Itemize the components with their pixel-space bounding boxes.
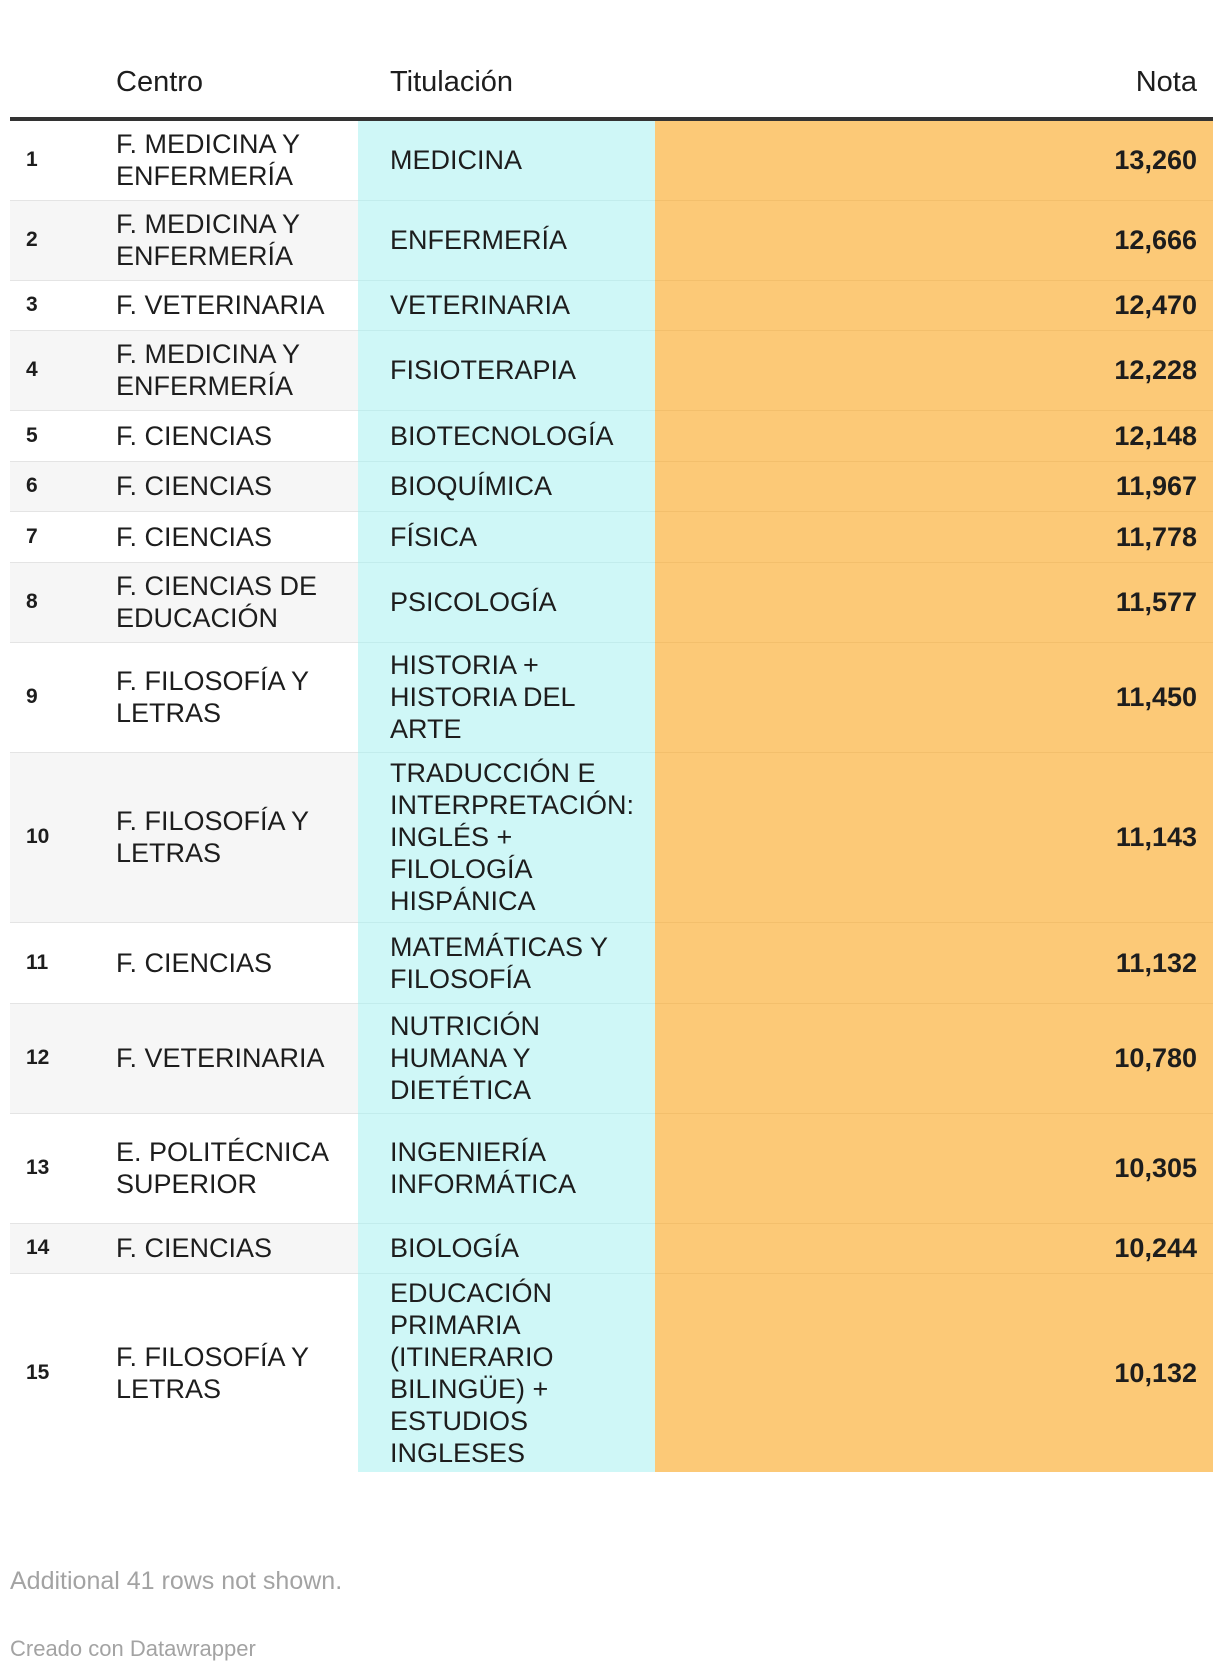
- datawrapper-credit: Creado con Datawrapper: [10, 1636, 256, 1661]
- centro-cell: F. VETERINARIA: [116, 1003, 358, 1113]
- rank-cell: 3: [10, 280, 116, 330]
- table-row: [10, 330, 1213, 410]
- nota-cell: 11,143: [655, 752, 1213, 922]
- nota-cell: 11,967: [655, 461, 1213, 511]
- nota-cell: 12,148: [655, 410, 1213, 461]
- centro-cell: F. MEDICINA Y ENFERMERÍA: [116, 330, 358, 410]
- centro-cell: F. MEDICINA Y ENFERMERÍA: [116, 119, 358, 200]
- nota-cell: 12,470: [655, 280, 1213, 330]
- table-row: [10, 562, 1213, 642]
- header-nota[interactable]: Nota: [655, 0, 1213, 119]
- table-row: [10, 642, 1213, 752]
- nota-cell: 12,228: [655, 330, 1213, 410]
- titulacion-cell: BIOTECNOLOGÍA: [358, 410, 655, 461]
- table-row: [10, 1273, 1213, 1472]
- table-header: [10, 0, 1213, 119]
- centro-cell: F. CIENCIAS DE EDUCACIÓN: [116, 562, 358, 642]
- nota-cell: 11,577: [655, 562, 1213, 642]
- centro-cell: E. POLITÉCNICA SUPERIOR: [116, 1113, 358, 1223]
- titulacion-cell: MEDICINA: [358, 119, 655, 200]
- rank-cell: 4: [10, 330, 116, 410]
- header-rank[interactable]: [10, 0, 116, 119]
- table-row: [10, 410, 1213, 461]
- table-row: [10, 280, 1213, 330]
- centro-cell: F. FILOSOFÍA Y LETRAS: [116, 752, 358, 922]
- centro-cell: F. CIENCIAS: [116, 410, 358, 461]
- titulacion-cell: NUTRICIÓN HUMANA Y DIETÉTICA: [358, 1003, 655, 1113]
- nota-cell: 10,244: [655, 1223, 1213, 1273]
- rank-cell: 15: [10, 1273, 116, 1472]
- titulacion-cell: EDUCACIÓN PRIMARIA (ITINERARIO BILINGÜE) + ESTUDIOS INGLESES: [358, 1273, 655, 1472]
- rank-cell: 5: [10, 410, 116, 461]
- centro-cell: F. FILOSOFÍA Y LETRAS: [116, 642, 358, 752]
- titulacion-cell: BIOQUÍMICA: [358, 461, 655, 511]
- titulacion-cell: TRADUCCIÓN E INTERPRETACIÓN: INGLÉS + FILOLOGÍA HISPÁNICA: [358, 752, 655, 922]
- centro-cell: F. CIENCIAS: [116, 922, 358, 1003]
- table-row: [10, 922, 1213, 1003]
- table-row: [10, 200, 1213, 280]
- centro-cell: F. CIENCIAS: [116, 461, 358, 511]
- table-row: [10, 461, 1213, 511]
- centro-cell: F. CIENCIAS: [116, 511, 358, 562]
- header-titulacion[interactable]: Titulación: [358, 0, 655, 119]
- table-row: [10, 752, 1213, 922]
- titulacion-cell: PSICOLOGÍA: [358, 562, 655, 642]
- nota-cell: 11,778: [655, 511, 1213, 562]
- nota-cell: 10,305: [655, 1113, 1213, 1223]
- rank-cell: 9: [10, 642, 116, 752]
- titulacion-cell: MATEMÁTICAS Y FILOSOFÍA: [358, 922, 655, 1003]
- titulacion-cell: INGENIERÍA INFORMÁTICA: [358, 1113, 655, 1223]
- titulacion-cell: HISTORIA + HISTORIA DEL ARTE: [358, 642, 655, 752]
- nota-cell: 11,450: [655, 642, 1213, 752]
- table-row: [10, 1223, 1213, 1273]
- nota-cell: 10,780: [655, 1003, 1213, 1113]
- data-table: [10, 0, 1213, 1472]
- centro-cell: F. CIENCIAS: [116, 1223, 358, 1273]
- rank-cell: 8: [10, 562, 116, 642]
- centro-cell: F. FILOSOFÍA Y LETRAS: [116, 1273, 358, 1472]
- rank-cell: 12: [10, 1003, 116, 1113]
- nota-cell: 11,132: [655, 922, 1213, 1003]
- rows-hidden-note: Additional 41 rows not shown.: [10, 1567, 343, 1595]
- centro-cell: F. VETERINARIA: [116, 280, 358, 330]
- nota-cell: 12,666: [655, 200, 1213, 280]
- nota-cell: 10,132: [655, 1273, 1213, 1472]
- centro-cell: F. MEDICINA Y ENFERMERÍA: [116, 200, 358, 280]
- rank-cell: 1: [10, 119, 116, 200]
- header-centro[interactable]: Centro: [116, 0, 358, 119]
- titulacion-cell: BIOLOGÍA: [358, 1223, 655, 1273]
- rank-cell: 13: [10, 1113, 116, 1223]
- rank-cell: 11: [10, 922, 116, 1003]
- titulacion-cell: VETERINARIA: [358, 280, 655, 330]
- titulacion-cell: FISIOTERAPIA: [358, 330, 655, 410]
- table-row: [10, 1113, 1213, 1223]
- data-table-container: [10, 0, 1213, 1472]
- table-row: [10, 119, 1213, 200]
- rank-cell: 7: [10, 511, 116, 562]
- rank-cell: 6: [10, 461, 116, 511]
- rank-cell: 2: [10, 200, 116, 280]
- rank-cell: 14: [10, 1223, 116, 1273]
- nota-cell: 13,260: [655, 119, 1213, 200]
- titulacion-cell: ENFERMERÍA: [358, 200, 655, 280]
- table-row: [10, 511, 1213, 562]
- table-row: [10, 1003, 1213, 1113]
- rank-cell: 10: [10, 752, 116, 922]
- titulacion-cell: FÍSICA: [358, 511, 655, 562]
- table-body: [10, 119, 1213, 1472]
